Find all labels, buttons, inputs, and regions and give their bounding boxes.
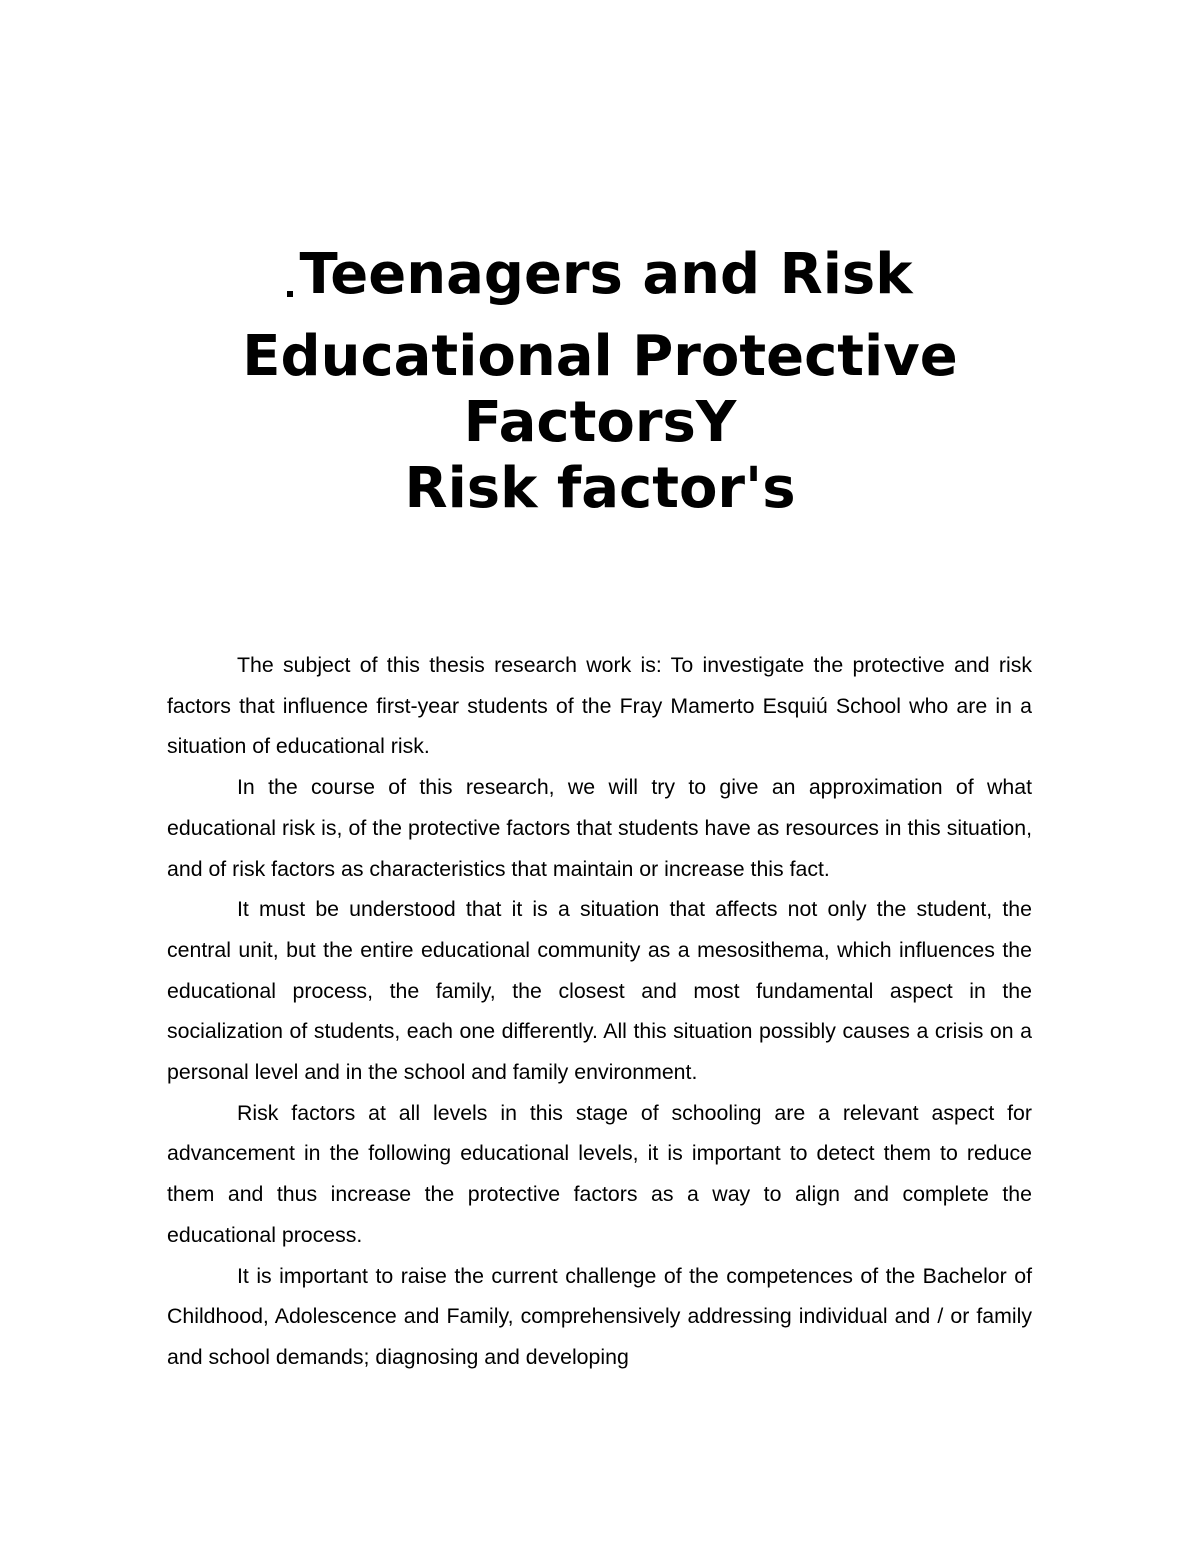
bullet-marker	[287, 291, 293, 297]
title-line-4: Risk factor's	[404, 456, 796, 521]
paragraph-2: In the course of this research, we will try to give an approximation of what educational risk is, of the protective factors that students have as resources in this situation, and of risk factors as characteristics that maintain or increase this fact.	[167, 775, 1032, 881]
title-line-1	[150, 242, 1050, 308]
body-text	[167, 645, 1032, 1378]
paragraph-4: Risk factors at all levels in this stage of schooling are a relevant aspect for advancement in the following educational levels, it is important to detect them to reduce them and thus increase the protective factors as a way to align and complete the educational process.	[167, 1100, 1032, 1247]
title-line-2: Educational Protective	[242, 324, 958, 389]
title-line-3: FactorsY	[463, 390, 737, 455]
paragraph-5: It is important to raise the current challenge of the competences of the Bachelor of Childhood, Adolescence and Family, comprehensively addressing individual and / or family and school demands; diagnosing and developing	[167, 1263, 1032, 1369]
title-line-1-text: Teenagers and Risk	[299, 242, 913, 307]
document-title	[150, 242, 1050, 522]
paragraph-3: It must be understood that it is a situation that affects not only the student, the central unit, but the entire educational community as a mesosithema, which influences the educational process, the family, the closest and most fundamental aspect in the socialization of students, each one differently. All this situation possibly causes a crisis on a personal level and in the school and family environment.	[167, 897, 1032, 1085]
paragraph-1: The subject of this thesis research work is: To investigate the protective and risk factors that influence first-year students of the Fray Mamerto Esquiú School who are in a situation of educational risk.	[167, 653, 1032, 759]
